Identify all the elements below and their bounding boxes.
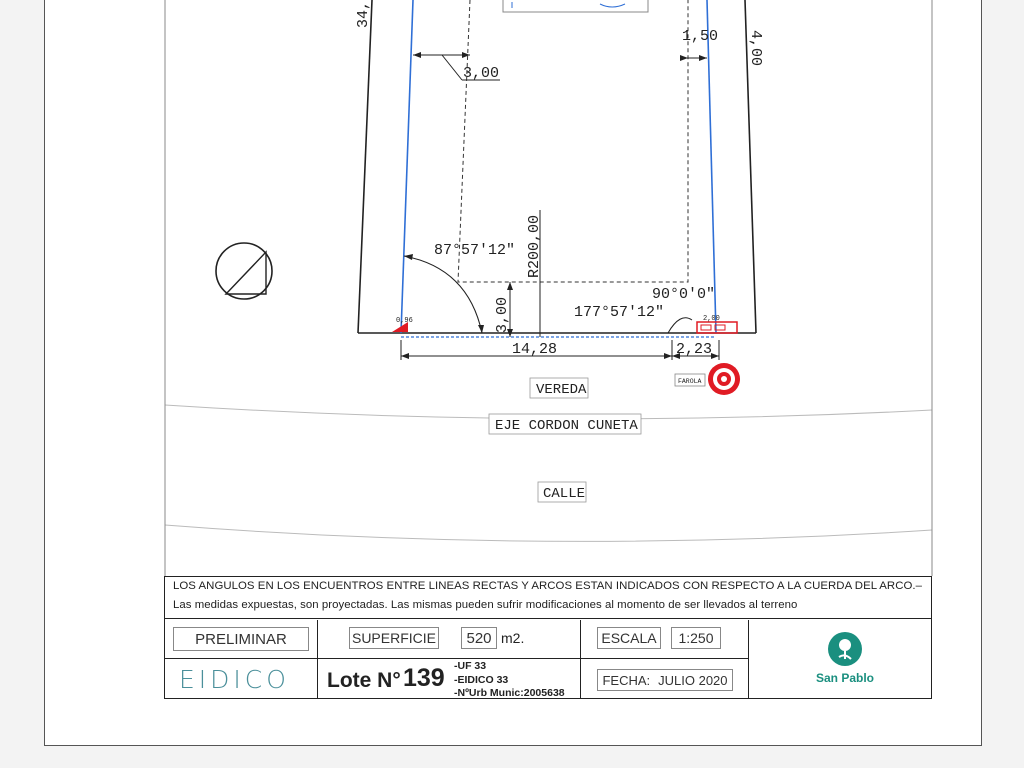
eidico-logo: EIDICO [179,665,290,694]
right-utility-box [697,322,737,333]
date-box [597,669,733,691]
note-line-2: Las medidas expuestas, son proyectadas. Las mismas pueden sufrir modificaciones al momento de ser llevados al terreno [173,599,798,611]
setback-right-line [707,0,716,333]
small-left-dim: 0,96 [396,317,413,325]
dim-setback-side: 1,50 [682,28,719,45]
dim-front-setback: 3,00 [494,296,511,333]
calle-label: CALLE [543,486,586,502]
angle-left: 87°57'12" [434,242,516,259]
urb-line: -NºUrb Munic:2005638 [454,687,565,699]
dim-left-side: 34, [355,0,372,28]
angle-arc-left [404,256,482,333]
dim-radius: R200,00 [526,214,543,278]
status-box: PRELIMINAR [173,627,309,651]
angle-right-90: 90°0'0" [652,286,716,303]
logo-text: San Pablo [815,671,874,685]
setback-left-line [401,0,413,333]
surface-value: 520 [461,627,497,649]
scale-value: 1:250 [671,627,721,649]
top-label-frame [503,0,648,12]
dim-setback-rear: 3,00 [463,65,500,82]
road-curve-bottom [165,525,932,541]
scale-label: ESCALA [597,627,661,649]
building-envelope [458,0,688,282]
vereda-label: VEREDA [536,382,587,398]
small-right-dim: 2,00 [703,315,720,323]
eidico-line: -EIDICO 33 [454,674,509,686]
uf-line: -UF 33 [454,660,487,672]
surface-unit: m2. [501,630,525,646]
dim-front-extra: 2,23 [676,341,713,358]
dim-front: 14,28 [512,341,558,358]
tree-logo-icon [775,627,915,671]
surface-label: SUPERFICIE [349,627,439,649]
san-pablo-logo [775,627,915,693]
farola-label: FAROLA [678,378,702,385]
date-label: FECHA: [602,672,651,688]
date-value: JULIO 2020 [658,672,728,688]
title-block [164,576,932,699]
north-arrow-icon [216,243,272,299]
lote-label: Lote N° [327,669,401,692]
lot-left-boundary [358,0,372,333]
lote-number: 139 [403,664,445,692]
note-line-1: LOS ANGULOS EN LOS ENCUENTROS ENTRE LINEAS RECTAS Y ARCOS ESTAN INDICADOS CON RESPECTO A LA CUERDA DEL ARCO.– [173,580,922,592]
eje-label: EJE CORDON CUNETA [495,418,638,434]
angle-right: 177°57'12" [574,304,665,321]
dim-right-side: 4,00 [747,30,764,67]
